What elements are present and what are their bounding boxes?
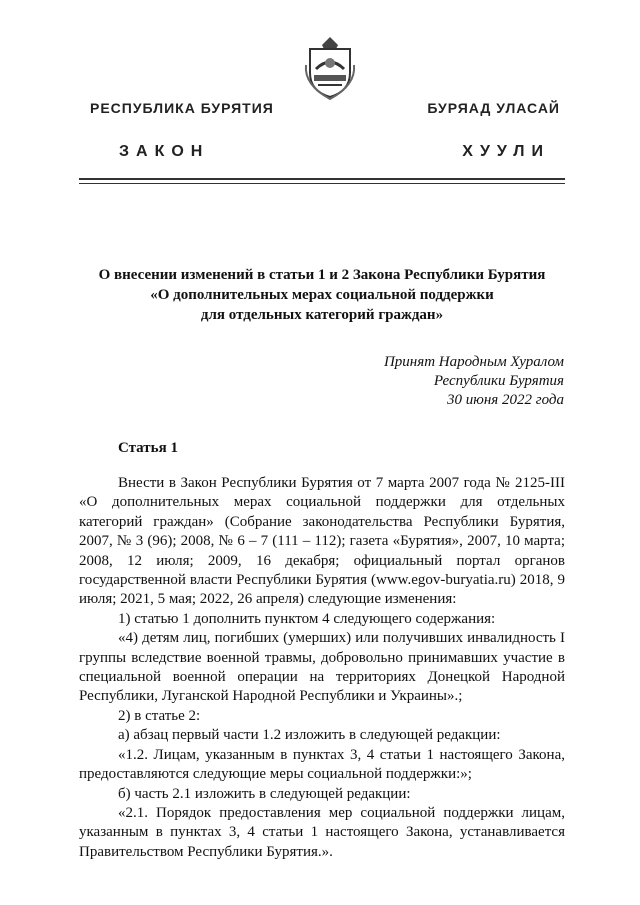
law-label-ru: ЗАКОН [119,143,210,160]
law-label-bua: ХУУЛИ [462,143,550,160]
law-title [79,265,565,325]
article-paragraph: 1) статью 1 дополнить пунктом 4 следующего содержания: [118,610,496,627]
adoption-line: Принят Народным Хуралом [383,354,564,370]
article-paragraph: «1.2. Лицам, указанным в пунктах 3, 4 статьи 1 настоящего Закона, предоставляются следующие меры социальной поддержки:»; [79,746,565,783]
article-body [79,474,565,862]
republic-name-bua: БУРЯАД УЛАСАЙ [427,100,560,116]
article-heading: Статья 1 [118,440,178,456]
law-title-line: «О дополнительных мерах социальной поддержки [150,287,494,303]
coat-of-arms-emblem-icon [302,35,358,101]
header-divider-thin [79,183,565,184]
adoption-line: Республики Бурятия [433,373,564,389]
law-title-line: для отдельных категорий граждан» [200,307,444,323]
law-title-line: О внесении изменений в статьи 1 и 2 Закона Республики Бурятия [98,267,546,283]
republic-name-ru: РЕСПУБЛИКА БУРЯТИЯ [90,100,274,116]
article-paragraph: «4) детям лиц, погибших (умерших) или получивших инвалидность I группы вследствие военной травмы, добровольно принимавших участие в специальной военной операции на территориях Донецкой Народной Республики, Луганской Народной Республики и Украины».; [79,630,565,705]
adoption-date: 30 июня 2022 года [447,392,564,408]
article-paragraph: а) абзац первый части 1.2 изложить в следующей редакции: [118,727,501,744]
article-paragraph: 2) в статье 2: [118,707,201,724]
adoption-note [384,353,564,410]
header-divider-thick [79,178,565,180]
article-paragraph: Внести в Закон Республики Бурятия от 7 марта 2007 года № 2125-III «О дополнительных мерах социальной поддержки для отдельных категорий граждан» (Собрание законодательства Республики Бурятия, 2007, № 3 (96); 2008, № 6 – 7 (111 – 112); газета «Бурятия», 2007, 10 марта; 2008, 12 июля; 2009, 16 декабря; официальный портал органов государственной власти Республики Бурятия (www.egov-buryatia.ru) 2018, 9 июля; 2021, 5 мая; 2022, 26 апреля) следующие изменения: [79,475,565,608]
article-paragraph: б) часть 2.1 изложить в следующей редакции: [118,785,411,802]
article-paragraph: «2.1. Порядок предоставления мер социальной поддержки лицам, указанным в пунктах 3, 4 статьи 1 настоящего Закона, устанавливается Правительством Республики Бурятия.». [79,804,565,860]
